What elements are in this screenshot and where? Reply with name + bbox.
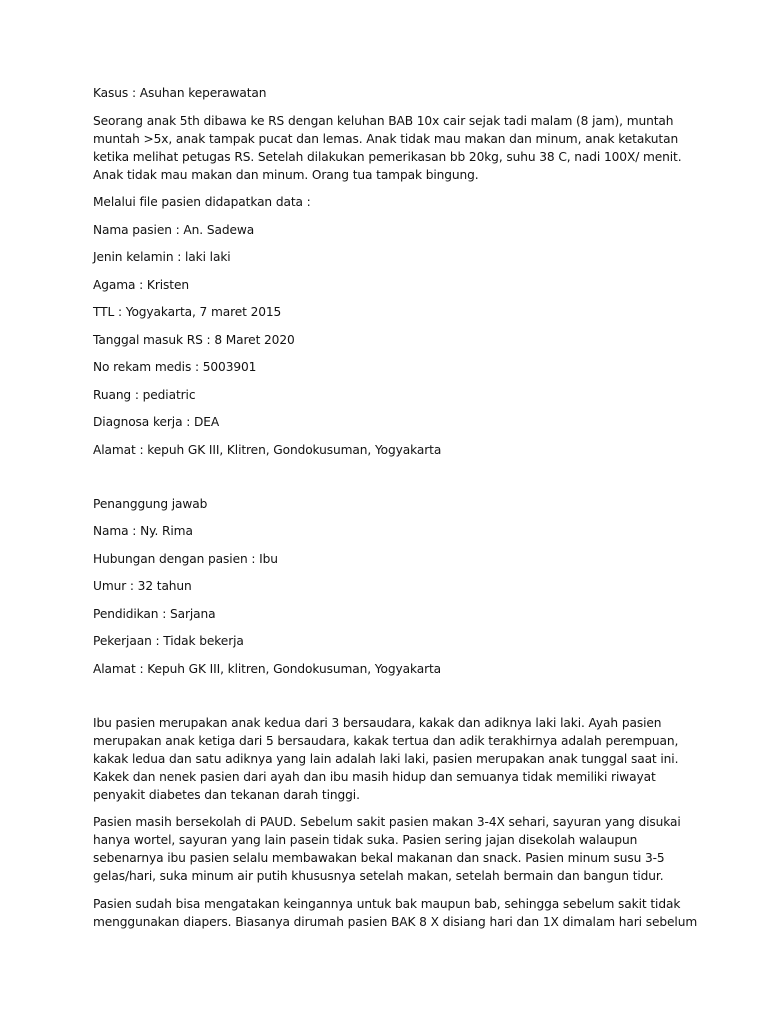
text-line: merupakan anak ketiga dari 5 bersaudara, kakak tertua dan adik terakhirnya adalah perempuan, bbox=[93, 733, 679, 748]
case-description bbox=[93, 112, 682, 184]
text-line: Pasien sudah bisa mengatakan keingannya untuk bak maupun bab, sehingga sebelum sakit tidak bbox=[93, 896, 681, 911]
guardian-heading: Penanggung jawab bbox=[93, 496, 208, 511]
text-line: Seorang anak 5th dibawa ke RS dengan keluhan BAB 10x cair sejak tadi malam (8 jam), muntah bbox=[93, 113, 674, 128]
guardian-education: Pendidikan : Sarjana bbox=[93, 606, 216, 621]
guardian-relation: Hubungan dengan pasien : Ibu bbox=[93, 551, 278, 566]
guardian-occupation: Pekerjaan : Tidak bekerja bbox=[93, 634, 244, 648]
text-line: Ibu pasien merupakan anak kedua dari 3 bersaudara, kakak dan adiknya laki laki. Ayah pasien bbox=[93, 715, 662, 730]
patient-diagnosis: Diagnosa kerja : DEA bbox=[93, 415, 220, 429]
text-line: ketika melihat petugas RS. Setelah dilakukan pemerikasan bb 20kg, suhu 38 C, nadi 100X/ menit. bbox=[93, 149, 682, 164]
family-history-paragraph bbox=[93, 714, 679, 804]
document-page bbox=[93, 84, 698, 931]
text-line: sebenarnya ibu pasien selalu membawakan bekal makanan dan snack. Pasien minum susu 3-5 bbox=[93, 851, 665, 865]
patient-ward: Ruang : pediatric bbox=[93, 387, 196, 402]
text-line: hanya wortel, sayuran yang lain pasein tidak suka. Pasien sering jajan disekolah walaupun bbox=[93, 833, 638, 847]
elimination-paragraph bbox=[93, 895, 698, 931]
guardian-age: Umur : 32 tahun bbox=[93, 579, 192, 593]
case-title: Kasus : Asuhan keperawatan bbox=[93, 86, 267, 100]
text-line: muntah >5x, anak tampak pucat dan lemas. Anak tidak mau makan dan minum, anak ketakutan bbox=[93, 131, 679, 146]
text-line: Pasien masih bersekolah di PAUD. Sebelum sakit pasien makan 3-4X sehari, sayuran yang disukai bbox=[93, 815, 681, 829]
guardian-address: Alamat : Kepuh GK III, klitren, Gondokusuman, Yogyakarta bbox=[93, 661, 442, 676]
patient-religion: Agama : Kristen bbox=[93, 277, 189, 292]
text-line: kakak ledua dan satu adiknya yang lain adalah laki laki, pasien merupakan anak tunggal saat ini. bbox=[93, 751, 679, 766]
text-line: menggunakan diapers. Biasanya dirumah pasien BAK 8 X disiang hari dan 1X dimalam hari sebelum bbox=[93, 914, 698, 929]
patient-admission-date: Tanggal masuk RS : 8 Maret 2020 bbox=[93, 332, 295, 347]
patient-address: Alamat : kepuh GK III, Klitren, Gondokusuman, Yogyakarta bbox=[93, 442, 442, 457]
text-line: Kakek dan nenek pasien dari ayah dan ibu masih hidup dan semuanya tidak memiliki riwayat bbox=[93, 769, 656, 784]
text-line: Anak tidak mau makan dan minum. Orang tua tampak bingung. bbox=[93, 167, 479, 182]
patient-birth: TTL : Yogyakarta, 7 maret 2015 bbox=[93, 305, 282, 319]
guardian-name: Nama : Ny. Rima bbox=[93, 524, 193, 538]
text-line: penyakit diabetes dan tekanan darah tinggi. bbox=[93, 787, 360, 802]
patient-gender: Jenin kelamin : laki laki bbox=[93, 250, 231, 264]
file-intro: Melalui file pasien didapatkan data : bbox=[93, 195, 311, 209]
patient-record-number: No rekam medis : 5003901 bbox=[93, 360, 257, 374]
school-habits-paragraph bbox=[93, 813, 681, 885]
patient-name: Nama pasien : An. Sadewa bbox=[93, 222, 255, 237]
text-line: gelas/hari, suka minum air putih khususnya setelah makan, setelah bermain dan bangun tidur. bbox=[93, 869, 664, 883]
